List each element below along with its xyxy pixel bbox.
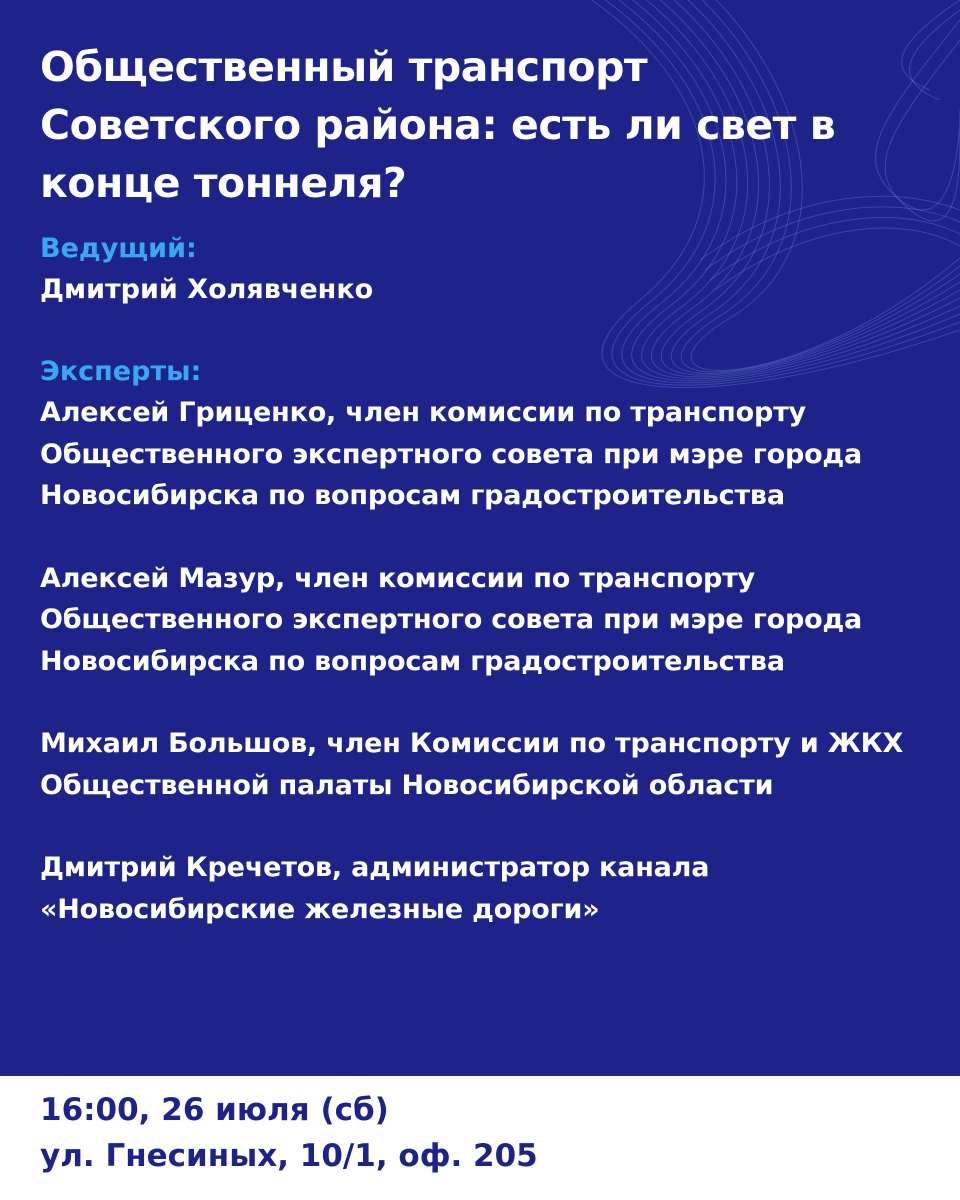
host-name: Дмитрий Холявченко bbox=[40, 274, 374, 305]
host-label: Ведущий: bbox=[40, 233, 197, 264]
page-title: Общественный транспорт Советского района: есть ли свет в конце тоннеля? bbox=[40, 43, 836, 207]
expert-item: Дмитрий Кречетов, администратор канала «Новосибирские железные дороги» bbox=[40, 852, 710, 925]
event-address: ул. Гнесиных, 10/1, оф. 205 bbox=[40, 1138, 538, 1174]
expert-item: Михаил Большов, член Комиссии по транспорту и ЖКХ Общественной палаты Новосибирской области bbox=[40, 728, 904, 801]
expert-item: Алексей Гриценко, член комиссии по транспорту Общественного экспертного совета при мэре города Новосибирска по вопросам градостроительства bbox=[40, 397, 863, 511]
poster-content bbox=[40, 38, 940, 930]
experts-label: Эксперты: bbox=[40, 356, 202, 387]
event-info-footer bbox=[0, 1076, 960, 1200]
event-date-time: 16:00, 26 июля (сб) bbox=[40, 1092, 389, 1128]
expert-item: Алексей Мазур, член комиссии по транспорту Общественного экспертного совета при мэре города Новосибирска по вопросам градостроительства bbox=[40, 562, 863, 677]
